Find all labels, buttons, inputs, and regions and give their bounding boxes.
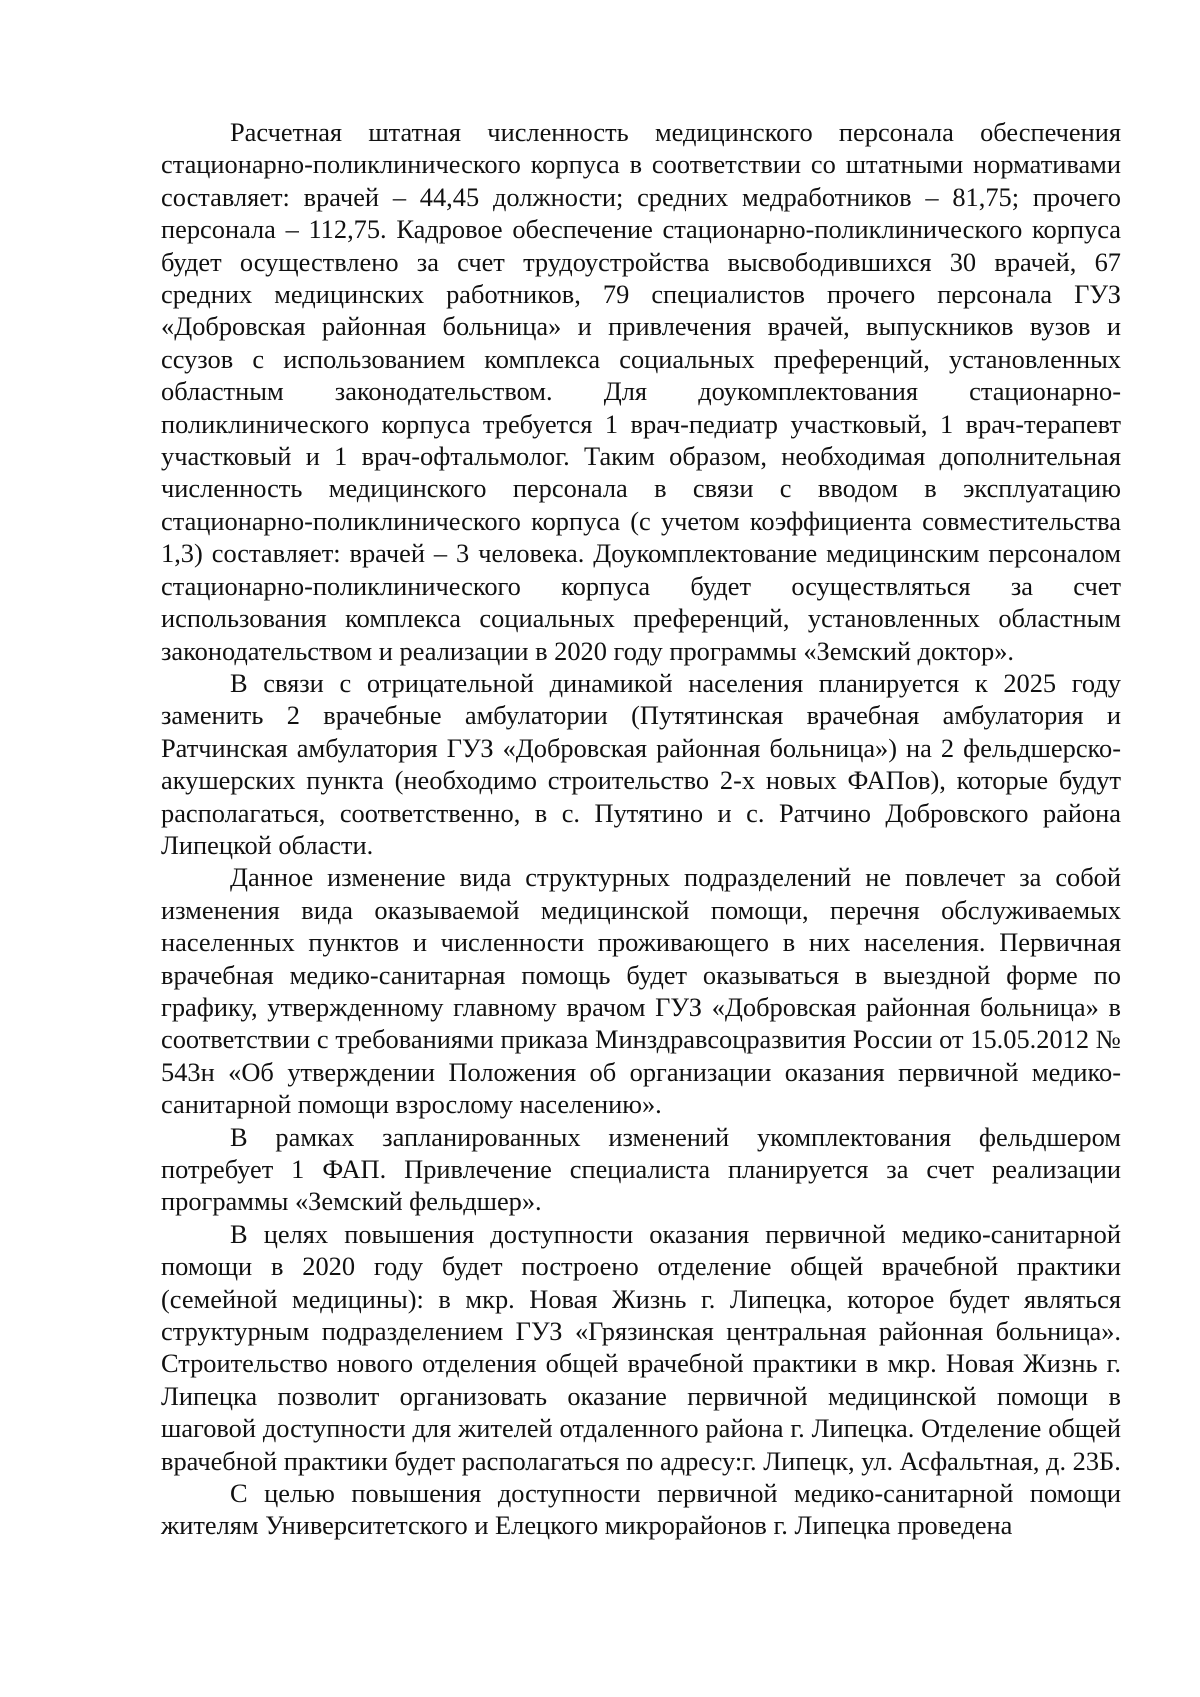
paragraph-feldsher: В рамках запланированных изменений укомплектования фельдшером потребует 1 ФАП. Привлечение специалиста планируется за счет реализации программы «Земский фельдшер». — [161, 1121, 1121, 1217]
paragraph-university-district: С целью повышения доступности первичной медико-санитарной помощи жителям Университетского и Елецкого микрорайонов г. Липецка проведена — [161, 1478, 1121, 1541]
paragraph-unit-change: Данное изменение вида структурных подразделений не повлечет за собой изменения вида оказываемой медицинской помощи, перечня обслуживаемых населенных пунктов и численности проживающего в них населения. Первичная врачебная медико-санитарная помощь будет оказываться в выездной форме по графику, утвержденному главному врачом ГУЗ «Добровская районная больница» в соответствии с требованиями приказа Минздравсоцразвития России от 15.05.2012 № 543н «Об утверждении Положения об организации оказания первичной медико-санитарной помощи взрослому населению». — [161, 862, 1121, 1120]
document-page — [161, 116, 1121, 1542]
paragraph-staffing: Расчетная штатная численность медицинского персонала обеспечения стационарно-поликлинического корпуса в соответствии со штатными нормативами составляет: врачей – 44,45 должности; средних медработников – 81,75; прочего персонала – 112,75. Кадровое обеспечение стационарно-поликлинического корпуса будет осуществлено за счет трудоустройства высвободившихся 30 врачей, 67 средних медицинских работников, 79 специалистов прочего персонала ГУЗ «Добровская районная больница» и привлечения врачей, выпускников вузов и ссузов с использованием комплекса социальных преференций, установленных областным законодательством. Для доукомплектования стационарно-поликлинического корпуса требуется 1 врач-педиатр участковый, 1 врач-терапевт участковый и 1 врач-офтальмолог. Таким образом, необходимая дополнительная численность медицинского персонала в связи с вводом в эксплуатацию стационарно-поликлинического корпуса (с учетом коэффициента совместительства 1,3) составляет: врачей – 3 человека. Доукомплектование медицинским персоналом стационарно-поликлинического корпуса будет осуществляться за счет использования комплекса социальных преференций, установленных областным законодательством и реализации в 2020 году программы «Земский доктор». — [161, 117, 1121, 666]
paragraph-ambulatory-replacement: В связи с отрицательной динамикой населения планируется к 2025 году заменить 2 врачебные амбулатории (Путятинская врачебная амбулатория и Ратчинская амбулатория ГУЗ «Добровская районная больница») на 2 фельдшерско-акушерских пункта (необходимо строительство 2-х новых ФАПов), которые будут располагаться, соответственно, в с. Путятино и с. Ратчино Добровского района Липецкой области. — [161, 667, 1121, 860]
paragraph-general-practice: В целях повышения доступности оказания первичной медико-санитарной помощи в 2020 году будет построено отделение общей врачебной практики (семейной медицины): в мкр. Новая Жизнь г. Липецка, которое будет являться структурным подразделением ГУЗ «Грязинская центральная районная больница». Строительство нового отделения общей врачебной практики в мкр. Новая Жизнь г. Липецка позволит организовать оказание первичной медицинской помощи в шаговой доступности для жителей отдаленного района г. Липецка. Отделение общей врачебной практики будет располагаться по адресу:г. Липецк, ул. Асфальтная, д. 23Б. — [161, 1218, 1121, 1476]
